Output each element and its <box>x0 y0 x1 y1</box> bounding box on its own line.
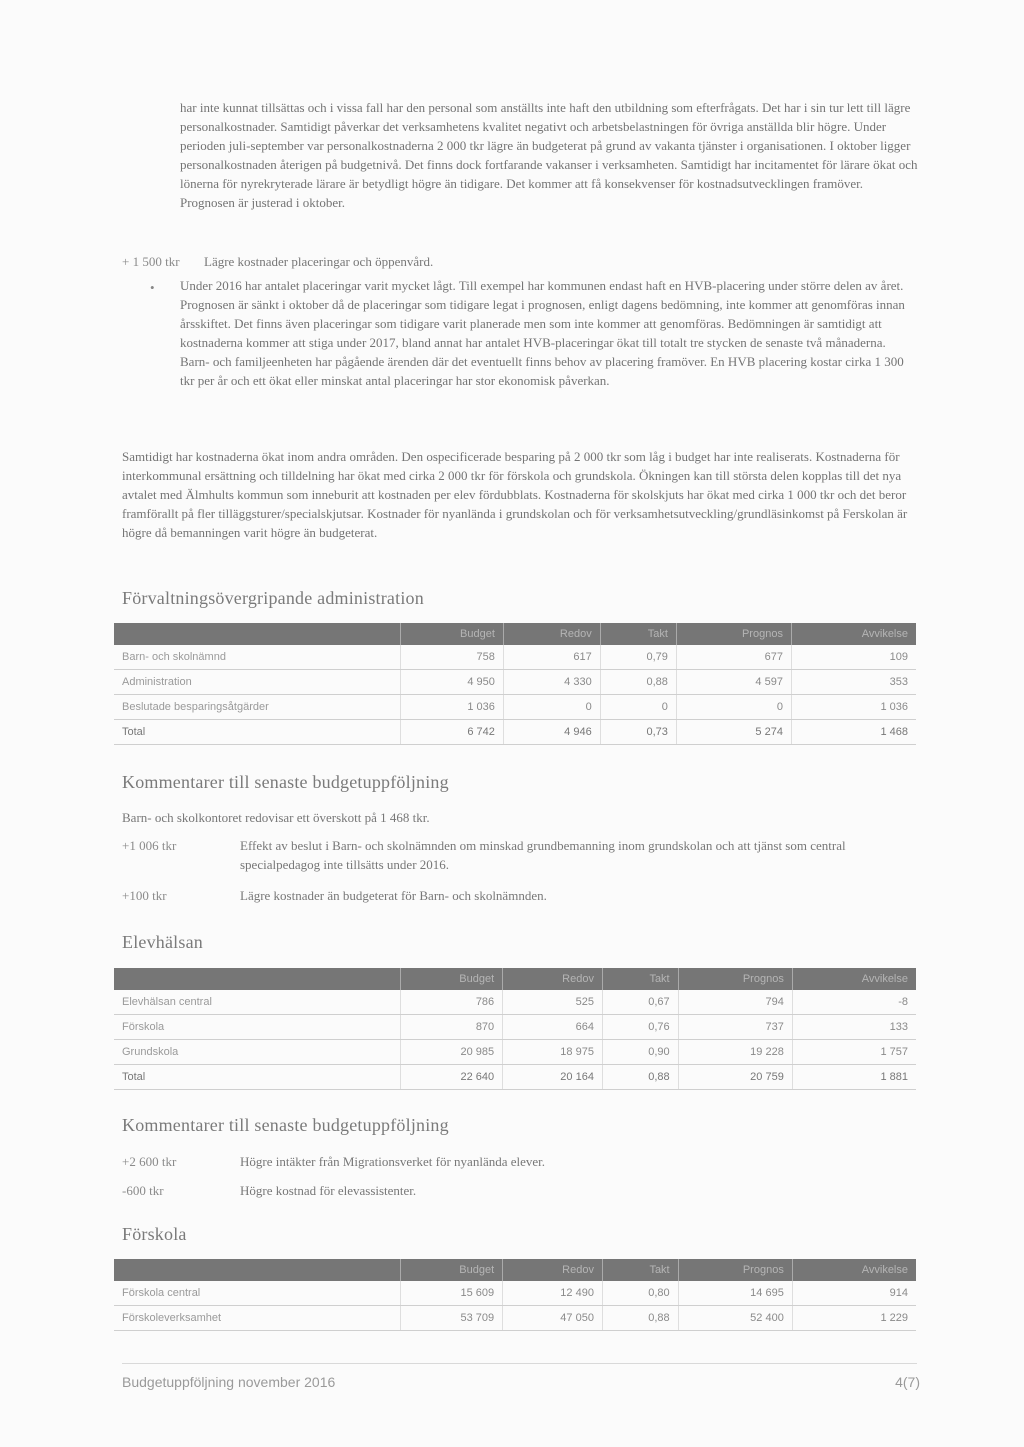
table-header-cell <box>114 968 401 990</box>
administration-table <box>114 623 916 745</box>
comment-item-text: Högre kostnad för elevassistenter. <box>240 1183 417 1198</box>
page-number: 4(7) <box>895 1374 920 1390</box>
table-cell: 0,90 <box>602 1040 678 1065</box>
table-cell: 0,80 <box>602 1281 678 1306</box>
table-cell: 758 <box>401 645 504 670</box>
table-header-cell: Budget <box>401 1259 503 1281</box>
costs-paragraph: Samtidigt har kostnaderna ökat inom andra områden. Den ospecificerade besparing på 2 000 tkr som låg i budget har inte realiserats. Kostnaderna för interkommunal ersättning och tilldelning har ökat med cirka 2 000 tkr för förskola och grundskola. Ökningen kan till största delen kopplas till det nya avtalet med Älmhults kommun som inneburit att kostnaden per elev fördubblats. Kostnaderna för skolskjuts har ökat med cirka 1 000 tkr och det beror framförallt på fler tilläggsturer/specialskjutsar. Kostnader för nyanlända i grundskolan och för verksamhetsutveckling/grundläsinkomst på Ferskolan är högre då bemanningen varit högre än budgeterat. <box>122 449 908 540</box>
table-row <box>114 1040 916 1065</box>
table-header-cell: Redov <box>503 968 603 990</box>
table-cell: Förskoleverksamhet <box>114 1306 401 1331</box>
table-header-cell: Prognos <box>678 968 792 990</box>
table-cell: 1 881 <box>792 1065 916 1090</box>
table-header-cell: Takt <box>600 623 676 645</box>
table-cell: 617 <box>503 645 600 670</box>
table-cell: 20 164 <box>503 1065 603 1090</box>
comment-item <box>122 1152 917 1171</box>
table-cell: -8 <box>792 990 916 1015</box>
section-heading-administration: Förvaltningsövergripande administration <box>122 588 424 608</box>
table-cell: 870 <box>401 1015 503 1040</box>
table-header-cell: Prognos <box>678 1259 792 1281</box>
table-cell: 4 330 <box>503 670 600 695</box>
table-row <box>114 670 916 695</box>
table-cell: 109 <box>791 645 916 670</box>
table-header-cell: Budget <box>401 623 504 645</box>
table-total-row <box>114 720 916 745</box>
comment-intro-text: Barn- och skolkontoret redovisar ett överskott på 1 468 tkr. <box>122 810 430 825</box>
bullet-icon: • <box>150 280 155 295</box>
table-cell: Förskola central <box>114 1281 401 1306</box>
table-cell: Administration <box>114 670 401 695</box>
section-heading-elevhalsan: Elevhälsan <box>122 932 203 952</box>
elevhalsan-table <box>114 968 916 1090</box>
table-cell: 4 597 <box>676 670 791 695</box>
table-cell: 20 759 <box>678 1065 792 1090</box>
table-header-cell: Budget <box>401 968 503 990</box>
table-cell: 15 609 <box>401 1281 503 1306</box>
table-header-cell <box>114 623 401 645</box>
table-cell: 1 229 <box>792 1306 916 1331</box>
comment-heading-elevhalsan: Kommentarer till senaste budgetuppföljning <box>122 1115 449 1135</box>
forskola-table <box>114 1259 916 1331</box>
table-row <box>114 990 916 1015</box>
table-cell: 4 946 <box>503 720 600 745</box>
table-header-row <box>114 623 916 645</box>
table-cell: 677 <box>676 645 791 670</box>
comment-heading-administration: Kommentarer till senaste budgetuppföljning <box>122 772 449 792</box>
table-header-cell: Takt <box>602 1259 678 1281</box>
table-cell: 353 <box>791 670 916 695</box>
table-cell: 914 <box>792 1281 916 1306</box>
table-cell: 525 <box>503 990 603 1015</box>
comment-item <box>122 886 917 905</box>
table-row <box>114 1306 916 1331</box>
table-cell: Beslutade besparingsåtgärder <box>114 695 401 720</box>
cost-item-amount: + 1 500 tkr <box>122 254 180 269</box>
table-header-cell: Redov <box>503 1259 603 1281</box>
comment-item-text: Lägre kostnader än budgeterat för Barn- och skolnämnden. <box>240 888 547 903</box>
table-cell: 18 975 <box>503 1040 603 1065</box>
table-cell: Total <box>114 720 401 745</box>
comment-item <box>122 1181 917 1200</box>
table-header-cell: Redov <box>503 623 600 645</box>
table-row <box>114 1281 916 1306</box>
table-cell: 0,88 <box>600 670 676 695</box>
table-cell: 52 400 <box>678 1306 792 1331</box>
table-cell: 19 228 <box>678 1040 792 1065</box>
table-header-cell: Avvikelse <box>791 623 916 645</box>
table-cell: 4 950 <box>401 670 504 695</box>
table-cell: 53 709 <box>401 1306 503 1331</box>
comment-item-amount: +1 006 tkr <box>122 838 177 853</box>
table-cell: 12 490 <box>503 1281 603 1306</box>
table-cell: 1 036 <box>791 695 916 720</box>
table-header-row <box>114 1259 916 1281</box>
table-header-cell <box>114 1259 401 1281</box>
footer-title: Budgetuppföljning november 2016 <box>122 1374 336 1390</box>
table-header-cell: Prognos <box>676 623 791 645</box>
table-header-row <box>114 968 916 990</box>
table-row <box>114 695 916 720</box>
table-cell: Förskola <box>114 1015 401 1040</box>
table-cell: 0,88 <box>602 1306 678 1331</box>
table-header-cell: Avvikelse <box>792 968 916 990</box>
table-cell: 786 <box>401 990 503 1015</box>
cost-item-text: Lägre kostnader placeringar och öppenvård. <box>204 254 434 269</box>
intro-paragraph: har inte kunnat tillsättas och i vissa fall har den personal som anställts inte haft den utbildning som efterfrågats. Det har i sin tur lett till lägre personalkostnader. Samtidigt påverkar det verksamhetens kvalitet negativt och arbetsbelastningen för övriga anställda blir högre. Under perioden juli-september var personalkostnaderna 2 000 tkr lägre än budgeterat på grund av vakanta tjänster i organisationen. I oktober ligger personalkostnaden återigen på budgetnivå. Det finns dock fortfarande vakanser i verksamheten. Samtidigt har incitamentet för lärare ökat och lönerna för nyrekryterade lärare är betydligt högre än tidigare. Det kommer att få konsekvenser för kostnadsutvecklingen framöver. Prognosen är justerad i oktober. <box>180 100 918 210</box>
table-cell: Total <box>114 1065 401 1090</box>
table-cell: 0,76 <box>602 1015 678 1040</box>
table-row <box>114 1015 916 1040</box>
table-cell: 664 <box>503 1015 603 1040</box>
bullet-paragraph: Under 2016 har antalet placeringar varit mycket lågt. Till exempel har kommunen endast haft en HVB-placering under större delen av året. Prognosen är sänkt i oktober då de placeringar som tidigare legat i prognosen, enligt dagens bedömning, inte kommer att genomföras innan årsskiftet. Det finns även placeringar som tidigare varit planerade men som inte kommer att genomföras. Bedömningen är samtidigt att kostnaderna kommer att stiga under 2017, bland annat har antalet HVB-placeringar ökat till totalt tre stycken de senaste två månaderna. Barn- och familjeenheten har pågående ärenden där det eventuellt finns behov av placering framöver. En HVB placering kostar cirka 1 300 tkr per år och ett ökat eller minskat antal placeringar har stor ekonomisk påverkan. <box>180 278 905 388</box>
footer-divider <box>122 1363 917 1364</box>
table-cell: 47 050 <box>503 1306 603 1331</box>
table-cell: 5 274 <box>676 720 791 745</box>
table-cell: 133 <box>792 1015 916 1040</box>
comment-item-text: Högre intäkter från Migrationsverket för nyanlända elever. <box>240 1154 546 1169</box>
table-cell: 0 <box>676 695 791 720</box>
section-heading-forskola: Förskola <box>122 1224 187 1244</box>
table-cell: 1 036 <box>401 695 504 720</box>
table-cell: Barn- och skolnämnd <box>114 645 401 670</box>
table-cell: 14 695 <box>678 1281 792 1306</box>
table-cell: 0,73 <box>600 720 676 745</box>
table-cell: Grundskola <box>114 1040 401 1065</box>
table-cell: 1 468 <box>791 720 916 745</box>
comment-item-text: Effekt av beslut i Barn- och skolnämnden om minskad grundbemanning inom grundskolan och att tjänst som central specialpedagog inte tillsätts under 2016. <box>240 838 846 872</box>
comment-item-amount: +2 600 tkr <box>122 1154 177 1169</box>
table-cell: Elevhälsan central <box>114 990 401 1015</box>
table-cell: 0 <box>600 695 676 720</box>
table-header-cell: Takt <box>602 968 678 990</box>
comment-item-amount: +100 tkr <box>122 888 167 903</box>
comment-item-amount: -600 tkr <box>122 1183 164 1198</box>
table-cell: 0 <box>503 695 600 720</box>
comment-intro <box>122 808 917 827</box>
table-cell: 0,79 <box>600 645 676 670</box>
table-row <box>114 645 916 670</box>
table-cell: 20 985 <box>401 1040 503 1065</box>
cost-item <box>122 252 917 271</box>
table-cell: 737 <box>678 1015 792 1040</box>
table-cell: 6 742 <box>401 720 504 745</box>
comment-item <box>122 836 917 874</box>
table-cell: 22 640 <box>401 1065 503 1090</box>
table-total-row <box>114 1065 916 1090</box>
table-cell: 1 757 <box>792 1040 916 1065</box>
table-header-cell: Avvikelse <box>792 1259 916 1281</box>
table-cell: 794 <box>678 990 792 1015</box>
table-cell: 0,67 <box>602 990 678 1015</box>
table-cell: 0,88 <box>602 1065 678 1090</box>
